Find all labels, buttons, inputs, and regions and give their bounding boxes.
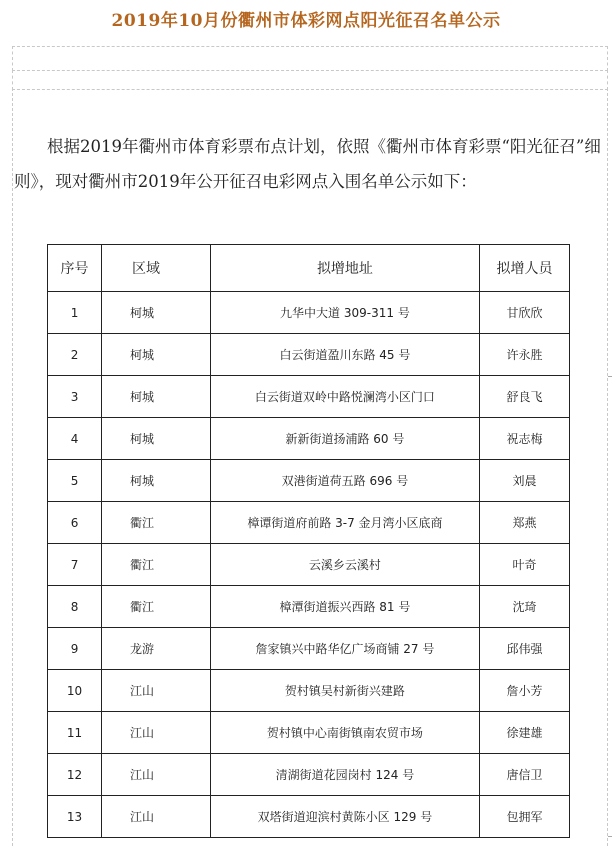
table-row <box>48 754 570 796</box>
page-title: 2019年10月份衢州市体彩网点阳光征召名单公示 <box>111 11 501 31</box>
header-no: 序号 <box>48 245 102 292</box>
table-row <box>48 460 570 502</box>
table-header-row <box>48 245 570 292</box>
cell-no: 9 <box>48 628 102 670</box>
cell-no: 1 <box>48 292 102 334</box>
cell-district: 柯城 <box>102 460 211 502</box>
cell-person: 唐信卫 <box>479 754 569 796</box>
table-row <box>48 670 570 712</box>
table-row <box>48 628 570 670</box>
cell-person: 许永胜 <box>479 334 569 376</box>
divider-band <box>12 70 608 90</box>
cell-address: 新新街道扬浦路 60 号 <box>210 418 479 460</box>
cell-address: 詹家镇兴中路华亿广场商铺 27 号 <box>210 628 479 670</box>
cell-address: 樟潭街道振兴西路 81 号 <box>210 586 479 628</box>
cell-no: 13 <box>48 796 102 838</box>
cell-no: 11 <box>48 712 102 754</box>
edge-mark <box>608 376 612 380</box>
cell-address: 白云街道双岭中路悦澜湾小区门口 <box>210 376 479 418</box>
table-row <box>48 796 570 838</box>
table-row <box>48 418 570 460</box>
candidate-table <box>47 244 570 838</box>
table-row <box>48 502 570 544</box>
cell-no: 2 <box>48 334 102 376</box>
table-row <box>48 712 570 754</box>
cell-no: 6 <box>48 502 102 544</box>
cell-no: 4 <box>48 418 102 460</box>
cell-address: 双塔街道迎滨村黄陈小区 129 号 <box>210 796 479 838</box>
intro-paragraph: 根据2019年衢州市体育彩票布点计划，依照《衢州市体育彩票“阳光征召”细则》，现对衢州市2019年公开征召电彩网点入围名单公示如下： <box>14 136 601 191</box>
table-row <box>48 586 570 628</box>
cell-address: 贺村镇中心南街镇南农贸市场 <box>210 712 479 754</box>
cell-person: 徐建雄 <box>479 712 569 754</box>
table-row <box>48 544 570 586</box>
cell-no: 7 <box>48 544 102 586</box>
cell-person: 甘欣欣 <box>479 292 569 334</box>
cell-district: 柯城 <box>102 376 211 418</box>
cell-district: 柯城 <box>102 292 211 334</box>
cell-district: 江山 <box>102 712 211 754</box>
cell-no: 3 <box>48 376 102 418</box>
cell-person: 包拥军 <box>479 796 569 838</box>
cell-address: 双港街道荷五路 696 号 <box>210 460 479 502</box>
cell-no: 12 <box>48 754 102 796</box>
cell-district: 龙游 <box>102 628 211 670</box>
cell-address: 清湖街道花园岗村 124 号 <box>210 754 479 796</box>
cell-person: 邱伟强 <box>479 628 569 670</box>
cell-district: 衢江 <box>102 502 211 544</box>
cell-district: 江山 <box>102 670 211 712</box>
cell-no: 8 <box>48 586 102 628</box>
cell-person: 叶奇 <box>479 544 569 586</box>
cell-person: 沈琦 <box>479 586 569 628</box>
cell-address: 贺村镇吴村新街兴建路 <box>210 670 479 712</box>
cell-person: 郑燕 <box>479 502 569 544</box>
cell-address: 九华中大道 309-311 号 <box>210 292 479 334</box>
header-address: 拟增地址 <box>210 245 479 292</box>
header-district: 区域 <box>102 245 211 292</box>
cell-address: 云溪乡云溪村 <box>210 544 479 586</box>
cell-person: 祝志梅 <box>479 418 569 460</box>
edge-mark <box>608 836 612 840</box>
cell-district: 江山 <box>102 754 211 796</box>
table-row <box>48 334 570 376</box>
header-person: 拟增人员 <box>479 245 569 292</box>
cell-no: 10 <box>48 670 102 712</box>
divider-band <box>12 46 608 71</box>
cell-person: 舒良飞 <box>479 376 569 418</box>
cell-address: 樟谭街道府前路 3-7 金月湾小区底商 <box>210 502 479 544</box>
table-row <box>48 376 570 418</box>
cell-district: 江山 <box>102 796 211 838</box>
cell-district: 柯城 <box>102 334 211 376</box>
cell-district: 衢江 <box>102 544 211 586</box>
cell-address: 白云街道盈川东路 45 号 <box>210 334 479 376</box>
table-row <box>48 292 570 334</box>
cell-person: 詹小芳 <box>479 670 569 712</box>
cell-person: 刘晨 <box>479 460 569 502</box>
cell-district: 衢江 <box>102 586 211 628</box>
cell-district: 柯城 <box>102 418 211 460</box>
cell-no: 5 <box>48 460 102 502</box>
